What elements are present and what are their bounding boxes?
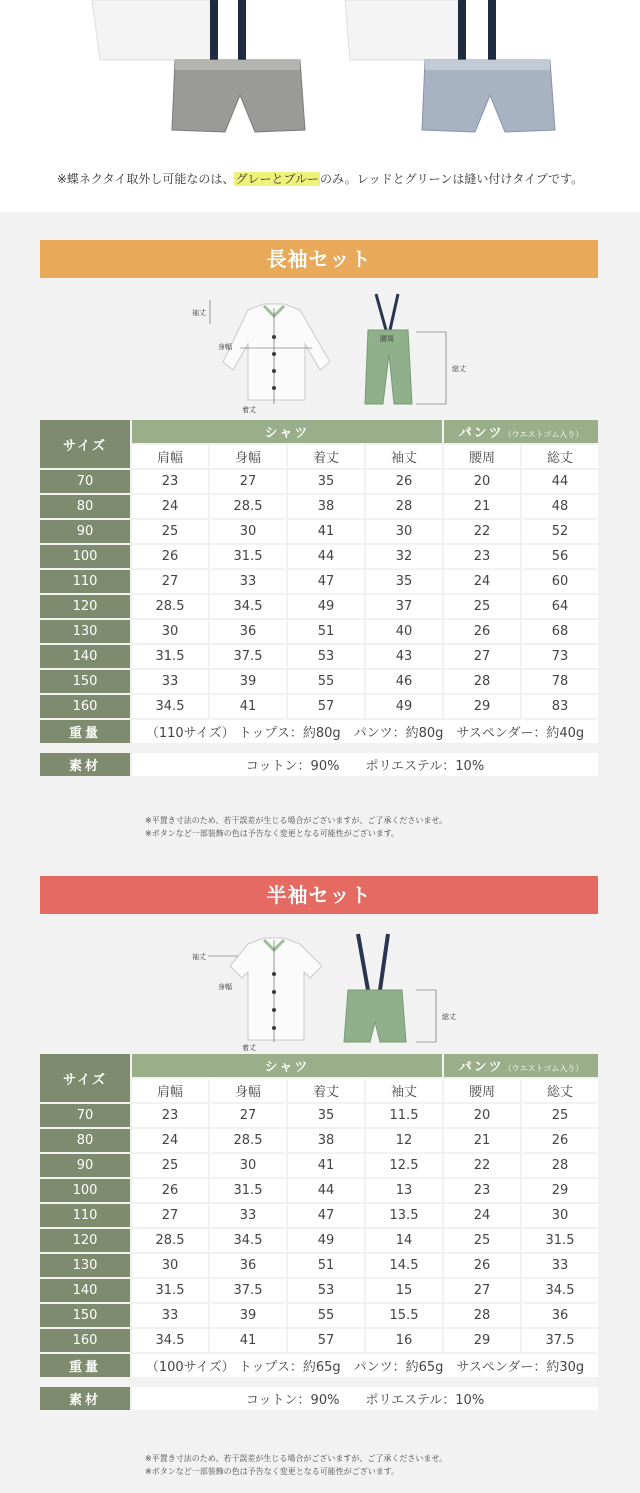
long-sleeve-title: 長袖セット [40,240,598,278]
value-cell: 33 [522,1254,598,1277]
value-cell: 15 [366,1279,442,1302]
weight-value: （110サイズ） トップス：約80g パンツ：約80g サスペンダー：約40g [132,720,598,743]
value-cell: 28.5 [132,595,208,618]
bowtie-note-highlight: グレーとブルー [235,172,319,186]
table-row [40,1254,598,1277]
table-row [40,495,598,518]
table-row [40,1304,598,1327]
value-cell: 14 [366,1229,442,1252]
value-cell: 20 [444,1104,520,1127]
value-cell: 29 [444,1329,520,1352]
column-header: 腰周 [444,1079,520,1102]
value-cell: 25 [444,1229,520,1252]
size-section [0,212,640,1493]
size-cell: 90 [40,520,130,543]
material-label: 素材 [40,1387,130,1410]
value-cell: 41 [288,520,364,543]
label-total: 総丈 [442,1013,456,1021]
value-cell: 48 [522,495,598,518]
value-cell: 47 [288,1204,364,1227]
value-cell: 83 [522,695,598,718]
value-cell: 36 [210,620,286,643]
size-cell: 150 [40,1304,130,1327]
label-body-width: 身幅 [218,343,232,351]
value-cell: 51 [288,1254,364,1277]
value-cell: 47 [288,570,364,593]
value-cell: 26 [444,1254,520,1277]
size-cell: 90 [40,1154,130,1177]
size-cell: 120 [40,595,130,618]
value-cell: 31.5 [210,545,286,568]
value-cell: 13 [366,1179,442,1202]
value-cell: 28.5 [132,1229,208,1252]
value-cell: 16 [366,1329,442,1352]
value-cell: 29 [522,1179,598,1202]
value-cell: 44 [288,545,364,568]
column-header: 腰周 [444,445,520,468]
size-cell: 100 [40,545,130,568]
size-cell: 110 [40,1204,130,1227]
label-length: 着丈 [242,406,256,414]
value-cell: 28 [522,1154,598,1177]
value-cell: 26 [132,545,208,568]
value-cell: 37.5 [522,1329,598,1352]
weight-value: （100サイズ） トップス：約65g パンツ：約65g サスペンダー：約30g [132,1354,598,1377]
value-cell: 46 [366,670,442,693]
value-cell: 26 [522,1129,598,1152]
long-sleeve-illustration [180,292,480,422]
value-cell: 34.5 [132,695,208,718]
column-header: 肩幅 [132,445,208,468]
size-cell: 80 [40,495,130,518]
value-cell: 27 [210,470,286,493]
value-cell: 53 [288,645,364,668]
value-cell: 78 [522,670,598,693]
table-row [40,1154,598,1177]
value-cell: 24 [444,1204,520,1227]
size-cell: 140 [40,1279,130,1302]
value-cell: 40 [366,620,442,643]
value-cell: 26 [132,1179,208,1202]
value-cell: 33 [210,570,286,593]
table-row [40,620,598,643]
value-cell: 25 [132,520,208,543]
value-cell: 34.5 [132,1329,208,1352]
value-cell: 34.5 [522,1279,598,1302]
bowtie-note: ※蝶ネクタイ取外し可能なのは、グレーとブルーのみ。レッドとグリーンは縫い付けタイプです。 [56,172,584,186]
size-cell: 130 [40,620,130,643]
size-cell: 120 [40,1229,130,1252]
table-row [40,595,598,618]
long-sleeve-size-table [40,418,600,778]
long-sleeve-diagram [180,292,480,422]
table-row [40,645,598,668]
product-photo-gray-set [0,0,640,160]
value-cell: 44 [522,470,598,493]
column-header: 着丈 [288,445,364,468]
table-row [40,1229,598,1252]
value-cell: 27 [444,645,520,668]
size-cell: 160 [40,695,130,718]
table-row [40,1179,598,1202]
value-cell: 64 [522,595,598,618]
value-cell: 37.5 [210,645,286,668]
value-cell: 51 [288,620,364,643]
table-row [40,520,598,543]
value-cell: 52 [522,520,598,543]
value-cell: 49 [366,695,442,718]
value-cell: 25 [132,1154,208,1177]
value-cell: 41 [210,1329,286,1352]
value-cell: 49 [288,595,364,618]
size-cell: 140 [40,645,130,668]
size-cell: 160 [40,1329,130,1352]
value-cell: 25 [444,595,520,618]
table-row [40,545,598,568]
material-value: コットン：90% ポリエステル：10% [132,1387,598,1410]
table-row [40,670,598,693]
value-cell: 36 [522,1304,598,1327]
value-cell: 55 [288,1304,364,1327]
value-cell: 30 [522,1204,598,1227]
label-length: 着丈 [242,1044,256,1052]
value-cell: 28.5 [210,495,286,518]
value-cell: 31.5 [132,1279,208,1302]
value-cell: 20 [444,470,520,493]
value-cell: 34.5 [210,1229,286,1252]
pants-header: パンツ（ウエストゴム入り） [444,1054,598,1077]
value-cell: 44 [288,1179,364,1202]
table-row [40,1129,598,1152]
column-header: 総丈 [522,445,598,468]
table-row [40,570,598,593]
value-cell: 31.5 [522,1229,598,1252]
value-cell: 28 [366,495,442,518]
table-row [40,695,598,718]
short-sleeve-diagram [180,930,480,1060]
value-cell: 68 [522,620,598,643]
material-table [38,751,600,778]
size-cell: 150 [40,670,130,693]
value-cell: 12 [366,1129,442,1152]
value-cell: 28 [444,670,520,693]
size-cell: 100 [40,1179,130,1202]
value-cell: 24 [444,570,520,593]
size-cell: 80 [40,1129,130,1152]
value-cell: 24 [132,1129,208,1152]
material-value: コットン：90% ポリエステル：10% [132,753,598,776]
value-cell: 22 [444,520,520,543]
value-cell: 23 [444,545,520,568]
value-cell: 43 [366,645,442,668]
value-cell: 38 [288,1129,364,1152]
value-cell: 73 [522,645,598,668]
column-header: 身幅 [210,1079,286,1102]
value-cell: 41 [210,695,286,718]
value-cell: 30 [132,1254,208,1277]
value-cell: 32 [366,545,442,568]
value-cell: 33 [210,1204,286,1227]
table-row [40,1204,598,1227]
value-cell: 12.5 [366,1154,442,1177]
size-table [38,1052,600,1379]
value-cell: 60 [522,570,598,593]
value-cell: 41 [288,1154,364,1177]
value-cell: 53 [288,1279,364,1302]
value-cell: 26 [366,470,442,493]
value-cell: 27 [444,1279,520,1302]
value-cell: 37 [366,595,442,618]
value-cell: 56 [522,545,598,568]
value-cell: 35 [288,470,364,493]
value-cell: 15.5 [366,1304,442,1327]
value-cell: 30 [132,620,208,643]
value-cell: 11.5 [366,1104,442,1127]
top-photo-area [0,0,640,212]
column-header: 袖丈 [366,1079,442,1102]
table-row [40,1279,598,1302]
value-cell: 33 [132,670,208,693]
size-header: サイズ [40,1054,130,1102]
short-sleeve-size-table [40,1052,600,1412]
column-header: 身幅 [210,445,286,468]
short-sleeve-illustration [180,930,480,1060]
value-cell: 31.5 [210,1179,286,1202]
label-waist: 腰周 [380,335,394,343]
value-cell: 39 [210,1304,286,1327]
shirt-header: シャツ [132,420,442,443]
value-cell: 14.5 [366,1254,442,1277]
value-cell: 37.5 [210,1279,286,1302]
label-sleeve: 袖丈 [192,309,206,317]
size-cell: 110 [40,570,130,593]
value-cell: 21 [444,495,520,518]
value-cell: 23 [132,1104,208,1127]
value-cell: 26 [444,620,520,643]
value-cell: 35 [288,1104,364,1127]
size-cell: 130 [40,1254,130,1277]
column-header: 着丈 [288,1079,364,1102]
size-table [38,418,600,745]
value-cell: 22 [444,1154,520,1177]
value-cell: 35 [366,570,442,593]
value-cell: 25 [522,1104,598,1127]
value-cell: 55 [288,670,364,693]
value-cell: 30 [366,520,442,543]
table-row [40,1104,598,1127]
value-cell: 33 [132,1304,208,1327]
value-cell: 23 [444,1179,520,1202]
label-body-width: 身幅 [218,983,232,991]
size-cell: 70 [40,1104,130,1127]
value-cell: 28.5 [210,1129,286,1152]
size-header: サイズ [40,420,130,468]
value-cell: 23 [132,470,208,493]
value-cell: 34.5 [210,595,286,618]
value-cell: 36 [210,1254,286,1277]
material-label: 素材 [40,753,130,776]
value-cell: 38 [288,495,364,518]
value-cell: 39 [210,670,286,693]
short-sleeve-title: 半袖セット [40,876,598,914]
value-cell: 29 [444,695,520,718]
value-cell: 27 [132,570,208,593]
table-row [40,1329,598,1352]
value-cell: 49 [288,1229,364,1252]
value-cell: 24 [132,495,208,518]
long-sleeve-footnotes: ※平置き寸法のため、若干誤差が生じる場合がございますが、ご了承くださいませ。 ※ボタンなど一部装飾の色は予告なく変更となる可能性がございます。 [145,816,448,838]
material-table [38,1385,600,1412]
column-header: 総丈 [522,1079,598,1102]
shirt-header: シャツ [132,1054,442,1077]
table-row [40,470,598,493]
short-sleeve-footnotes: ※平置き寸法のため、若干誤差が生じる場合がございますが、ご了承くださいませ。 ※ボタンなど一部装飾の色は予告なく変更となる可能性がございます。 [145,1454,448,1476]
column-header: 肩幅 [132,1079,208,1102]
column-header: 袖丈 [366,445,442,468]
value-cell: 28 [444,1304,520,1327]
label-sleeve: 袖丈 [192,953,206,961]
value-cell: 27 [132,1204,208,1227]
value-cell: 30 [210,520,286,543]
value-cell: 57 [288,1329,364,1352]
weight-label: 重量 [40,1354,130,1377]
pants-header: パンツ（ウエストゴム入り） [444,420,598,443]
value-cell: 21 [444,1129,520,1152]
weight-label: 重量 [40,720,130,743]
value-cell: 57 [288,695,364,718]
value-cell: 27 [210,1104,286,1127]
size-cell: 70 [40,470,130,493]
value-cell: 30 [210,1154,286,1177]
value-cell: 31.5 [132,645,208,668]
value-cell: 13.5 [366,1204,442,1227]
label-total: 総丈 [452,365,466,373]
